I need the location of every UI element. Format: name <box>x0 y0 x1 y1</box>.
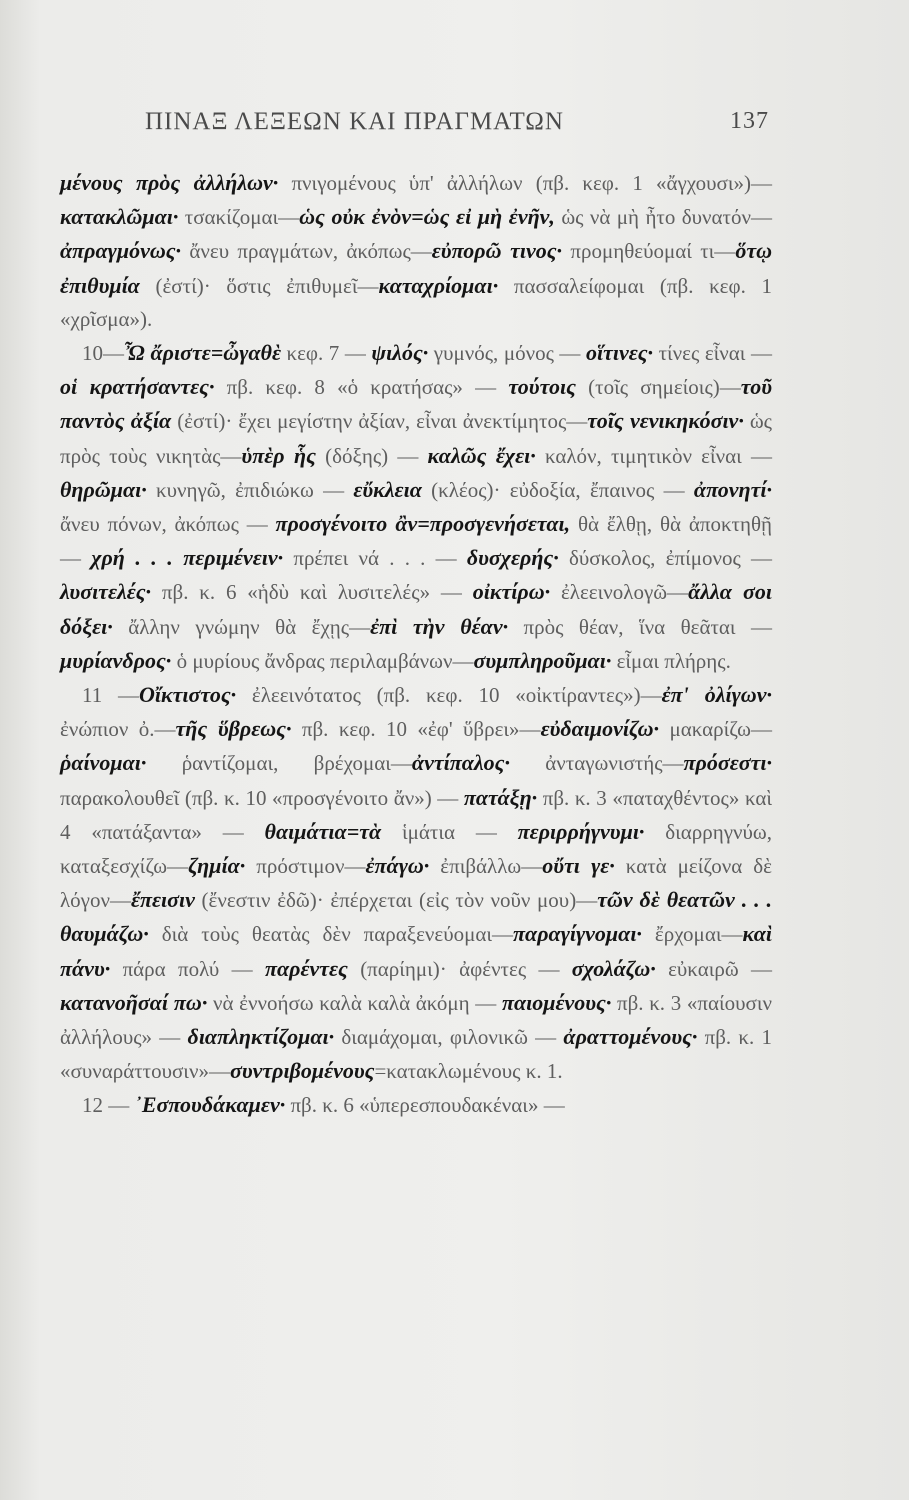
headword: συντριβομένους <box>229 1058 375 1084</box>
gloss-text: μακαρίζω— <box>659 717 773 742</box>
gloss-text: ἐπιβάλλω— <box>429 854 543 879</box>
gloss-text: καλόν, τιμητικὸν εἶναι — <box>535 443 772 468</box>
headword: καλῶς ἔχει· <box>427 442 536 468</box>
headword: ἐπὶ τὴν θέαν· <box>370 613 509 639</box>
headword: θαιμάτια=τὰ <box>264 818 382 844</box>
gloss-text: γυμνός, μόνος — <box>428 341 586 366</box>
headword: πρόσεστι· <box>683 750 772 776</box>
headword: ἀραττομένους· <box>563 1024 698 1050</box>
gloss-text: πβ. κ. 6 «ἡδὺ καὶ λυσιτελές» — <box>151 580 473 605</box>
gloss-text: εἶμαι πλήρης. <box>611 648 731 673</box>
headword: λυσιτελές· <box>60 579 152 605</box>
gloss-text: 11 — <box>82 683 139 708</box>
headword: σχολάζω· <box>571 955 656 981</box>
headword: ὡς οὐκ ἐνὸν=ὡς εἰ μὴ ἐνῆν, <box>299 204 555 230</box>
gloss-text: παρακολουθεῖ (πβ. κ. 10 «προσγένοιτο ἄν») — <box>60 785 464 810</box>
gloss-text: ἐνώπιον ὀ.— <box>60 717 176 742</box>
glossary-paragraph <box>60 1088 772 1122</box>
headword: καταχρίομαι· <box>378 272 499 298</box>
headword: εὐδαιμονίζω· <box>540 716 660 742</box>
gloss-text: τσακίζομαι— <box>178 205 300 230</box>
headword: οὔτι γε· <box>542 853 615 879</box>
gloss-text: κυνηγῶ, ἐπιδιώκω — <box>146 477 354 502</box>
headword: Ὦ ἄριστε=ὦγαθὲ <box>124 340 281 366</box>
gloss-text: (κλέος)· εὐδοξία, ἔπαινος — <box>421 477 694 502</box>
headword: τοῦ παντὸς ἀξία <box>60 374 772 434</box>
headword: τοῖς νενικηκόσιν· <box>587 408 744 434</box>
headword: τῆς ὕβρεως· <box>175 716 292 742</box>
headword: περιρρήγνυμι· <box>517 818 645 844</box>
gloss-text: διαμάχομαι, φιλονικῶ — <box>334 1025 564 1050</box>
gloss-text: πβ. κ. 3 «παίουσιν ἀλλήλους» — <box>60 990 772 1050</box>
headword: δυσχερής· <box>466 545 559 571</box>
gloss-text: ῥαντίζομαι, βρέχομαι— <box>146 751 412 776</box>
headword: εὔκλεια <box>353 476 422 502</box>
glossary-paragraph <box>60 336 772 678</box>
headword: ἀπραγμόνως· <box>60 238 182 264</box>
running-title: ΠΙΝΑΞ ΛΕΞΕΩΝ ΚΑΙ ΠΡΑΓΜΑΤΩΝ <box>145 108 564 135</box>
headword: παιομένους· <box>501 989 612 1015</box>
headword: Οἴκτιστος· <box>138 682 237 708</box>
headword: τούτοις <box>508 374 576 400</box>
headword: ζημία· <box>188 853 246 879</box>
gloss-text: δύσκολος, ἐπίμονος — <box>558 546 773 571</box>
gloss-text: ὁ μυρίους ἄνδρας περιλαμβάνων— <box>171 648 474 673</box>
gloss-text: εὐκαιρῶ — <box>655 956 772 981</box>
headword: τῶν δὲ θεατῶν . . . <box>597 887 772 913</box>
headword: εὐπορῶ τινος· <box>431 238 563 264</box>
gloss-text: προμηθεύομαί τι— <box>562 239 736 264</box>
headword: παρέντες <box>264 955 348 981</box>
glossary-paragraph <box>60 166 772 336</box>
gloss-text: 12 — <box>82 1093 135 1118</box>
gloss-text: κατὰ μείζονα δὲ λόγον— <box>60 854 773 913</box>
gloss-text: διὰ τοὺς θεατὰς δὲν παραξενεύομαι— <box>148 922 514 947</box>
gloss-text: ἀνταγωνιστής— <box>509 751 684 776</box>
gloss-text: θὰ ἔλθῃ, θὰ ἀποκτηθῇ — <box>60 512 772 571</box>
headword: ἀπονητί· <box>693 476 772 502</box>
gloss-text: (τοῖς σημείοις)— <box>575 375 741 400</box>
glossary-text <box>60 166 772 1123</box>
headword: ᾿Εσπουδάκαμεν· <box>134 1092 286 1118</box>
gloss-text: νὰ ἐννοήσω καλὰ καλὰ ἀκόμη — <box>207 990 502 1015</box>
gloss-text: πνιγομένους ὑπ' ἀλλήλων (πβ. κεφ. 1 «ἄγχουσι»)— <box>278 171 772 195</box>
gloss-text: ἐλεεινολογῶ— <box>550 580 689 605</box>
headword: ὑπὲρ ἧς <box>241 442 316 468</box>
headword: θαυμάζω· <box>60 921 149 947</box>
headword: προσγένοιτο ἂν=προσγενήσεται, <box>275 511 571 537</box>
gloss-text: (ἐστί)· ὅστις ἐπιθυμεῖ— <box>139 273 379 298</box>
gloss-text: (ἐστί)· ἔχει μεγίστην ἀξίαν, εἶναι ἀνεκτίμητος— <box>171 409 588 434</box>
headword: κατανοῆσαί πω· <box>60 989 208 1015</box>
headword: ἄλλα σοι δόξει· <box>60 579 772 639</box>
headword: ἀντίπαλος· <box>411 750 510 776</box>
gloss-text: πρὸς θέαν, ἵνα θεᾶται — <box>508 614 772 639</box>
gloss-text: τίνες εἶναι — <box>653 341 772 366</box>
gloss-text: ἄνευ πραγμάτων, ἀκόπως— <box>181 239 432 264</box>
headword: ῥαίνομαι· <box>60 750 147 776</box>
headword: θηρῶμαι· <box>60 476 147 502</box>
headword: οἵτινες· <box>585 340 654 366</box>
gloss-text: πασσαλείφομαι (πβ. κεφ. 1 «χρῖσμα»). <box>60 273 772 331</box>
headword: παραγίγνομαι· <box>513 921 642 947</box>
gloss-text: πβ. κ. 3 «παταχθέντος» καὶ 4 «πατάξαντα» — <box>60 785 772 844</box>
gloss-text: 10— <box>82 341 124 366</box>
gloss-text: πβ. κεφ. 10 «ἐφ' ὕβρει»— <box>291 717 541 742</box>
gloss-text: (δόξης) — <box>315 443 428 468</box>
headword: κατακλῶμαι· <box>60 204 179 230</box>
gloss-text: ὡς πρὸς τοὺς νικητὰς— <box>60 409 773 468</box>
headword: ὅτῳ ἐπιθυμία <box>60 238 772 298</box>
headword: ψιλός· <box>371 340 429 366</box>
headword: ἐπ' ὀλίγων· <box>661 682 772 708</box>
gloss-text: πβ. κ. 6 «ὑπερεσπουδακέναι» — <box>285 1093 565 1118</box>
gloss-text: πβ. κ. 1 «συναράττουσιν»— <box>60 1025 772 1084</box>
gloss-text: ἐλεεινότατος (πβ. κεφ. 10 «οἰκτίραντες»)— <box>236 683 662 708</box>
gloss-text: (παρίημι)· ἀφέντες — <box>347 956 572 981</box>
gloss-text: ἱμάτια — <box>381 819 518 844</box>
gloss-text: κεφ. 7 — <box>280 341 372 366</box>
running-header <box>145 108 769 148</box>
headword: καὶ πάνυ· <box>60 921 772 981</box>
gloss-text: =κατακλωμένους κ. 1. <box>374 1059 563 1084</box>
headword: ἐπάγω· <box>365 853 430 879</box>
headword: χρή . . . περιμένειν· <box>91 545 284 571</box>
headword: οἰκτίρω· <box>472 579 551 605</box>
headword: μυρίανδρος· <box>60 647 172 673</box>
gloss-text: ἔρχομαι— <box>641 922 743 947</box>
gloss-text: διαρρηγνύω, καταξεσχίζω— <box>60 819 772 879</box>
gloss-text: πάρα πολύ — <box>110 956 265 981</box>
gloss-text: (ἔνεστιν ἐδῶ)· ἐπέρχεται (εἰς τὸν νοῦν μου)— <box>194 888 598 913</box>
headword: πατάξῃ· <box>463 784 538 810</box>
gloss-text: πβ. κεφ. 8 «ὁ κρατήσας» — <box>214 375 509 400</box>
glossary-paragraph <box>60 678 772 1088</box>
headword: διαπληκτίζομαι· <box>187 1024 335 1050</box>
page-number: 137 <box>730 108 769 134</box>
headword: μένους πρὸς ἀλλήλων· <box>60 170 279 195</box>
gloss-text: ὡς νὰ μὴ ἦτο δυνατόν— <box>554 205 772 230</box>
gloss-text: πρόστιμον— <box>245 854 366 879</box>
headword: οἱ κρατήσαντες· <box>60 374 215 400</box>
headword: συμπληροῦμαι· <box>473 647 612 673</box>
gloss-text: ἄνευ πόνων, ἀκόπως — <box>60 512 276 537</box>
gloss-text: ἄλλην γνώμην θὰ ἔχῃς— <box>112 614 371 639</box>
gloss-text: πρέπει νά . . . — <box>283 546 467 571</box>
headword: ἔπεισιν <box>130 887 195 913</box>
